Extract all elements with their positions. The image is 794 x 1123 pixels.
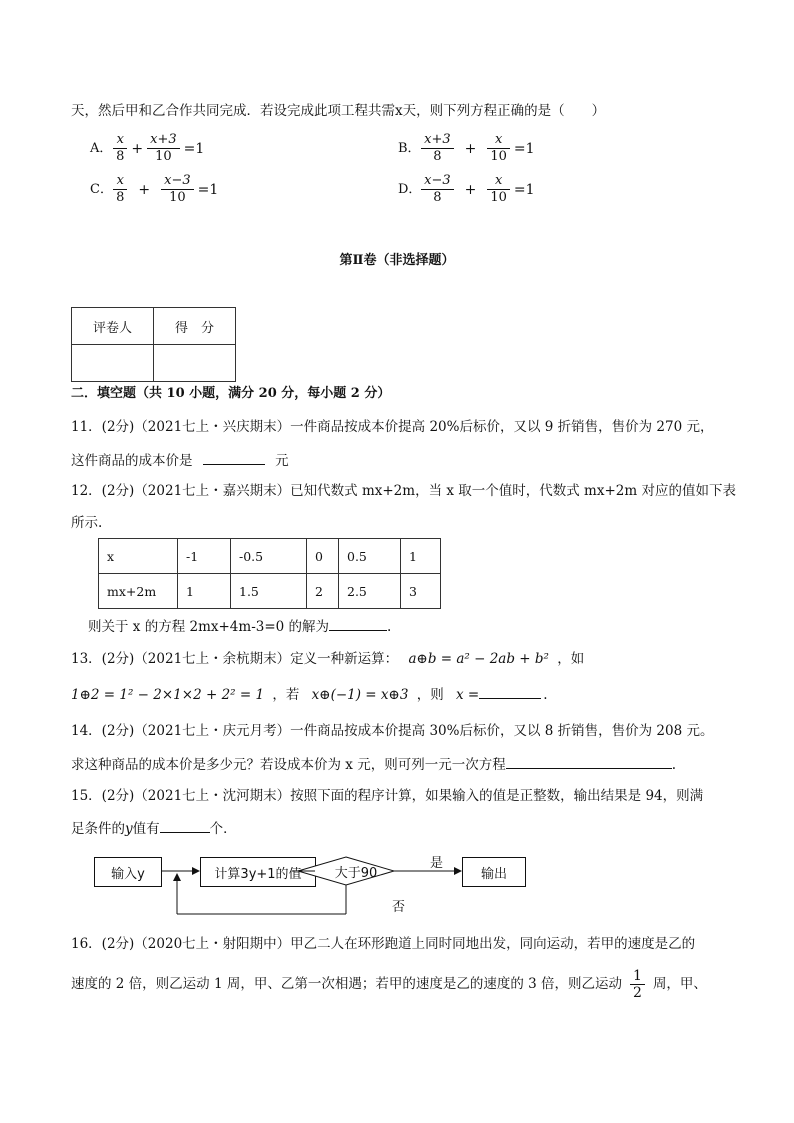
flow-arrowhead-loop [173,873,181,881]
table-row: mx+2m 1 1.5 2 2.5 3 [99,574,441,609]
flow-compute-box: 计算3y+1的值 [200,857,316,887]
score-table-cell-grader[interactable] [72,345,154,382]
q15-line1: 15．(2分)（2021七上・沈河期末）按照下面的程序计算，如果输入的值是正整数，输出结果是 94，则满 [71,788,704,804]
option-a[interactable]: A． $\frac{x}{8}$ + $\frac{x+3}{10}$ =1 [90,132,205,164]
score-table [71,307,236,382]
flow-arrowhead-compute [192,867,200,875]
q12-line3: 则关于 x 的方程 2mx+4m-3=0 的解为 . [88,616,391,637]
flow-decision-label: 大于90 [334,866,378,881]
flow-input-box: 输入y [94,857,162,887]
q13-operation-definition: a⊕b = a² − 2ab + b² [408,651,549,667]
q13-line1: 13．(2分)（2021七上・余杭期末）定义一种新运算： a⊕b = a² − 2ab + b² ，如 [71,651,585,667]
option-b[interactable]: B． $\frac{x+3}{8}$ + $\frac{x}{10}$ =1 [398,132,535,164]
q16-line1: 16．(2分)（2020七上・射阳期中）甲乙二人在环形跑道上同时同地出发，同向运动，若甲的速度是乙的 [71,936,696,952]
q11-line1: 11．(2分)（2021七上・兴庆期末）一件商品按成本价提高 20%后标价，又以 9 折销售，售价为 270 元， [71,419,714,435]
q16-line2: 速度的 2 倍，则乙运动 1 周，甲、乙第一次相遇；若甲的速度是乙的速度的 3 倍，则乙运动 $\frac{1}{2}$ 周，甲、 [71,967,707,1001]
q13-line2: 1⊕2 = 1² − 2×1×2 + 2² = 1 ，若 x⊕(−1) = x⊕3 ，则 x = . [71,684,548,705]
q13-example: 1⊕2 = 1² − 2×1×2 + 2² = 1 [71,687,265,703]
q14-line2: 求这种商品的成本价是多少元？若设成本价为 x 元，则可列一元一次方程 . [71,754,676,775]
q12-line2: 所示. [71,515,103,531]
section-title: 第Ⅱ卷（非选择题） [339,253,455,268]
q12-answer-blank[interactable] [329,616,387,631]
q15-answer-blank[interactable] [160,818,210,833]
flow-yes-label: 是 [430,856,444,871]
q13-answer-blank[interactable] [479,684,541,699]
q16-fraction: $\frac{1}{2}$ [630,968,645,1001]
q11-answer-blank[interactable] [203,450,265,465]
q14-line1: 14．(2分)（2021七上・庆元月考）一件商品按成本价提高 30%后标价，又以 8 折销售，售价为 208 元。 [71,723,714,739]
q12-line1: 12．(2分)（2021七上・嘉兴期末）已知代数式 mx+2m，当 x 取一个值时，代数式 mx+2m 对应的值如下表 [71,483,736,499]
q11-line2: 这件商品的成本价是 元 [71,450,289,471]
q10-text: 天，然后甲和乙合作共同完成．若设完成此项工程共需x天，则下列方程正确的是（ ） [71,103,606,119]
flow-arrowhead-output [454,867,462,875]
q15-line2: 足条件的y值有 个． [71,818,237,839]
flow-chart-connectors [90,848,540,918]
option-d[interactable]: D． $\frac{x-3}{8}$ + $\frac{x}{10}$ =1 [398,173,535,205]
flow-output-box: 输出 [462,857,526,887]
section2-heading: 二．填空题（共 10 小题，满分 20 分，每小题 2 分） [71,386,391,401]
score-table-header-score: 得 分 [154,308,236,345]
table-row: x -1 -0.5 0 0.5 1 [99,539,441,574]
option-c[interactable]: C． $\frac{x}{8}$ + $\frac{x-3}{10}$ =1 [90,173,219,205]
q12-value-table [98,538,441,609]
flow-no-label: 否 [392,900,406,915]
q14-answer-blank[interactable] [506,754,672,769]
score-table-cell-score[interactable] [154,345,236,382]
score-table-header-grader: 评卷人 [72,308,154,345]
q13-condition: x⊕(−1) = x⊕3 [311,687,409,703]
